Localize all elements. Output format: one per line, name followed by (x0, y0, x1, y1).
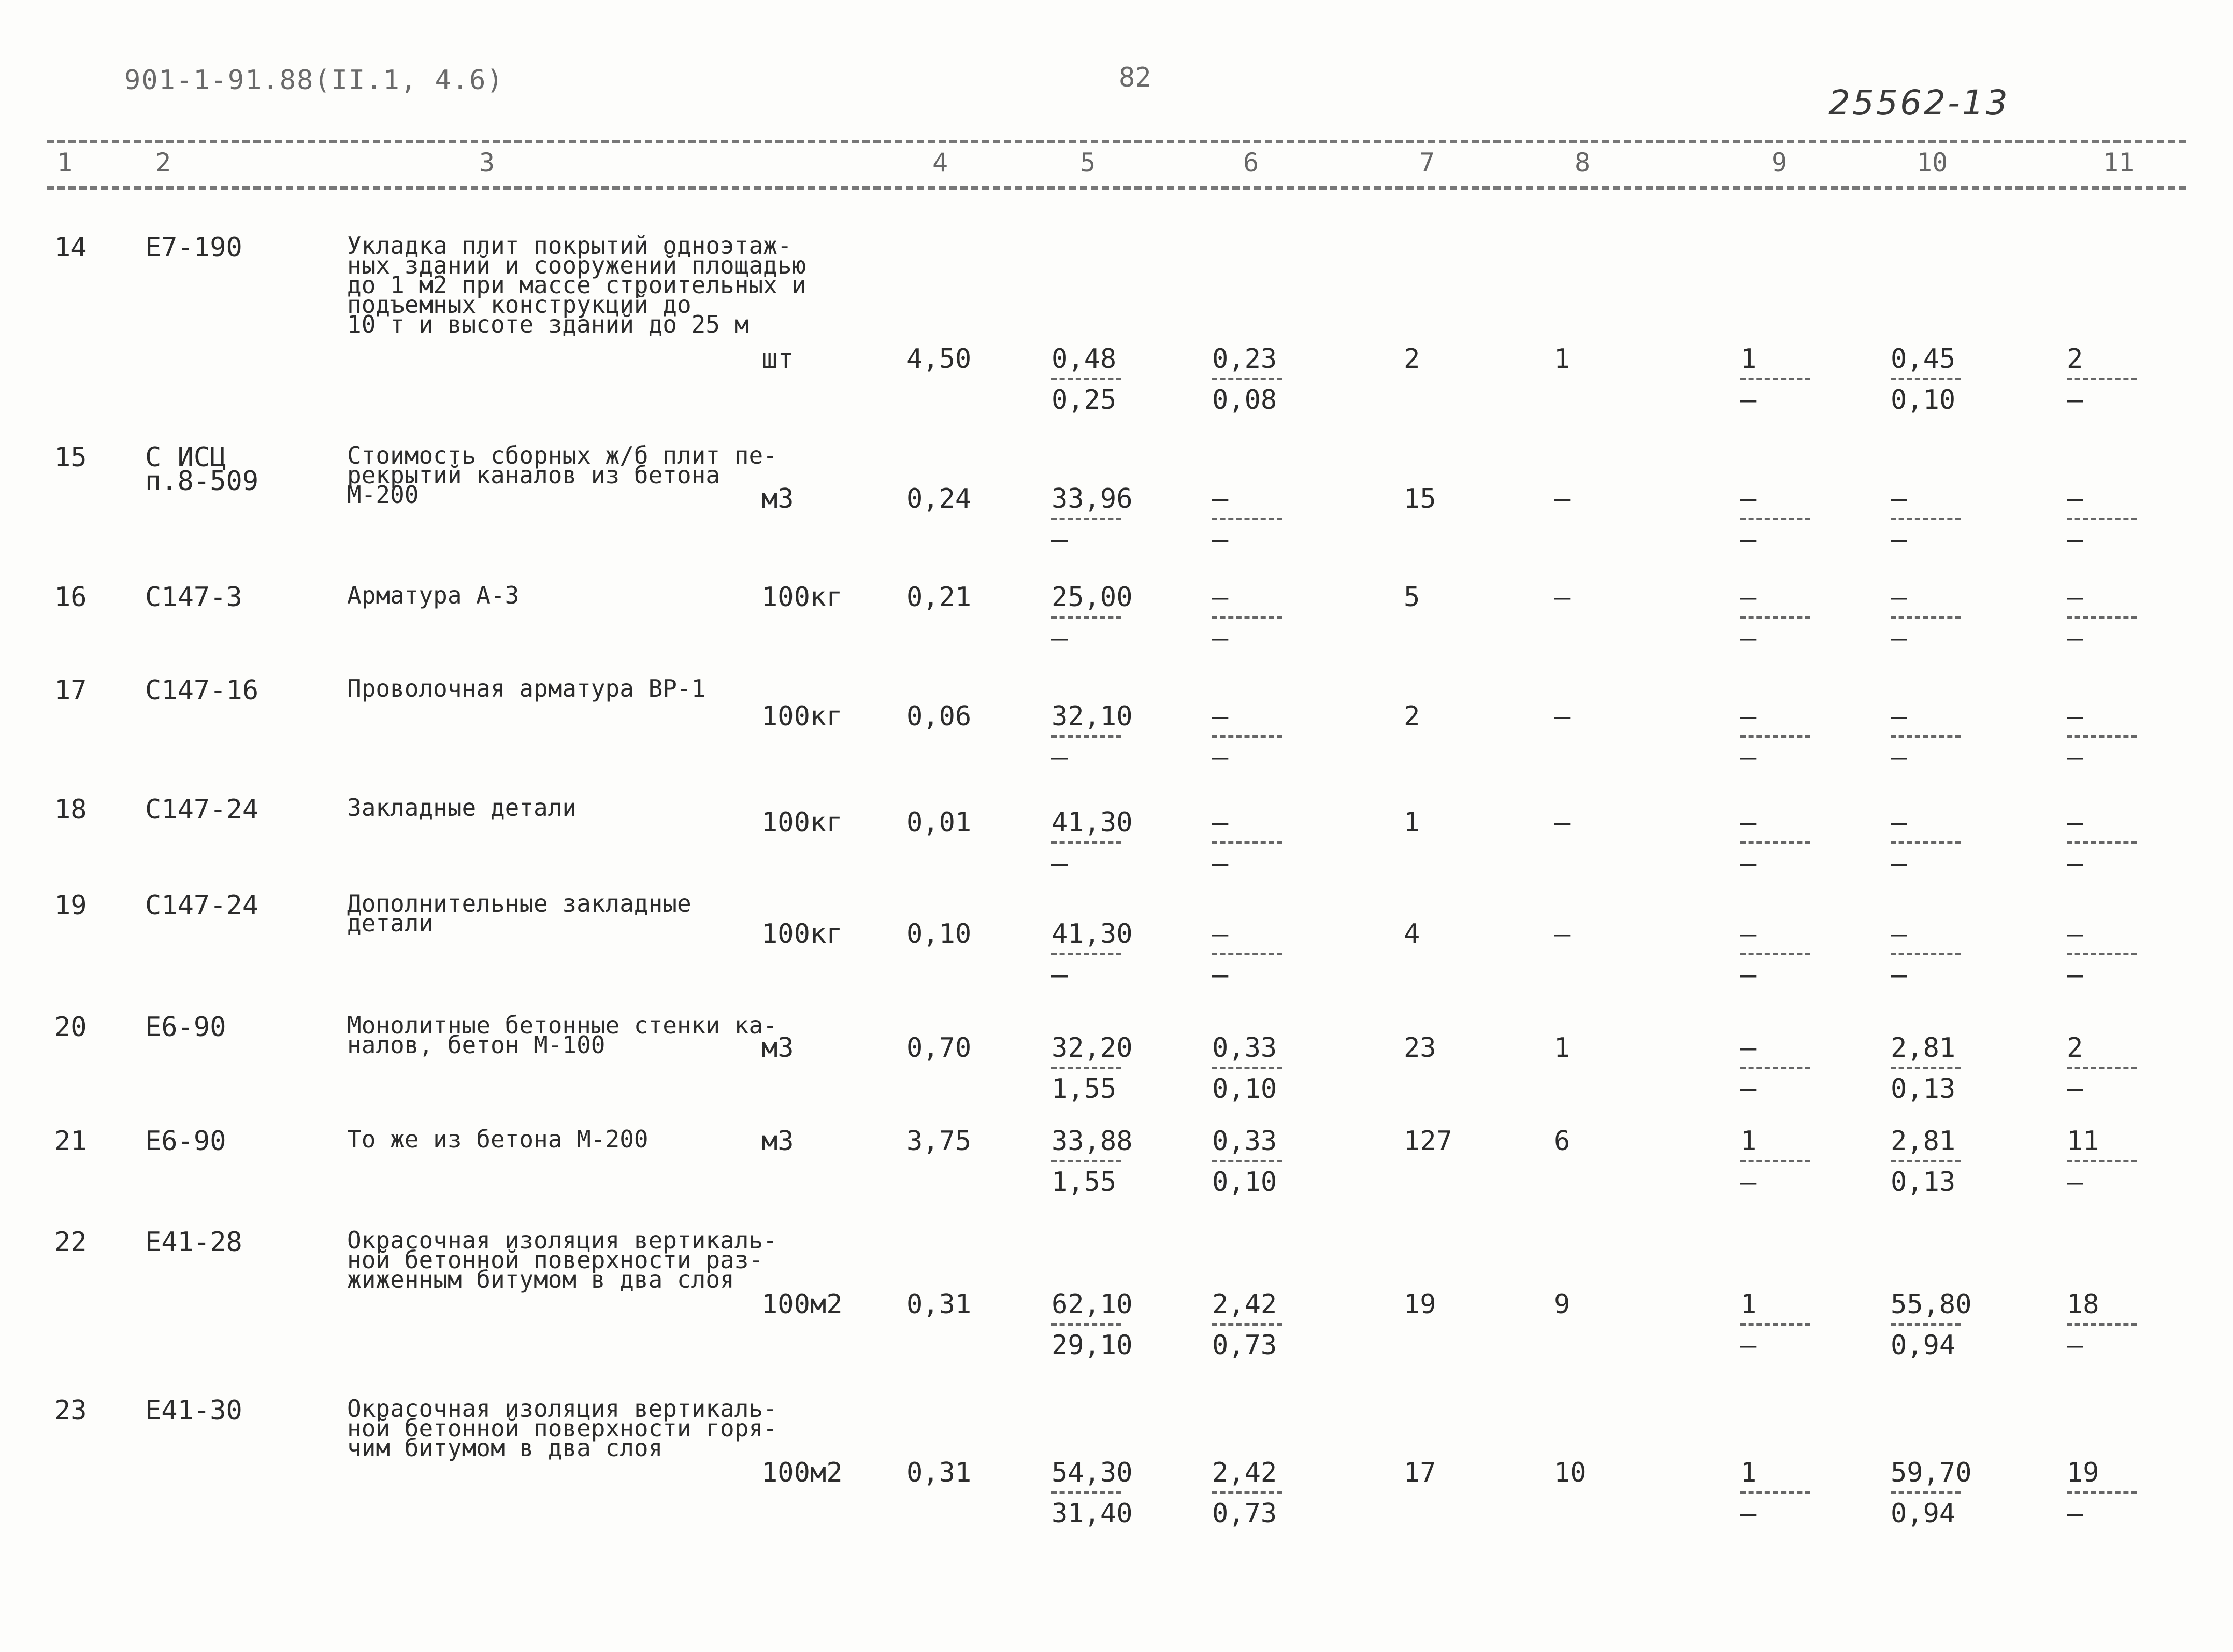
row-number: 16 (54, 582, 87, 613)
fraction-bar (2067, 735, 2137, 738)
quantity: 0,21 (906, 582, 972, 613)
fraction-bar (1051, 1067, 1121, 1069)
col10-value-numerator: 2,81 (1891, 1126, 1956, 1157)
work-description: Дополнительные закладные детали (347, 889, 691, 937)
col6-value-numerator: – (1212, 582, 1229, 613)
col9-value (1740, 702, 1810, 772)
fraction-bar (1051, 518, 1121, 520)
col10-value (1891, 1290, 1972, 1360)
fraction-bar (1051, 953, 1121, 955)
column-number: 5 (1080, 148, 1096, 178)
col11-value (2067, 484, 2137, 554)
col7-value: 19 (1404, 1289, 1436, 1320)
column-number: 2 (155, 148, 171, 178)
quantity: 0,31 (906, 1457, 972, 1488)
col9-value-denominator: – (1740, 1498, 1757, 1529)
col7-value: 5 (1404, 582, 1420, 613)
col9-value (1740, 484, 1810, 554)
fraction-bar (1891, 1491, 1961, 1494)
col6-value-numerator: 2,42 (1212, 1289, 1277, 1320)
col11-value (2067, 702, 2137, 772)
col9-value-numerator: 1 (1740, 1126, 1757, 1157)
fraction-bar (2067, 1491, 2137, 1494)
col11-value-numerator: – (2067, 918, 2083, 950)
col9-value-numerator: – (1740, 483, 1757, 514)
fraction-bar (1740, 1067, 1810, 1069)
col6-value-denominator: 0,73 (1212, 1330, 1277, 1361)
col6-value (1212, 1458, 1282, 1528)
col5-value-numerator: 62,10 (1051, 1289, 1133, 1320)
row-number: 21 (54, 1126, 87, 1157)
rate-code: С147-24 (145, 890, 259, 921)
fraction-bar (1740, 378, 1810, 380)
unit: 100кг (761, 701, 843, 732)
fraction-bar (1891, 378, 1961, 380)
work-description: Монолитные бетонные стенки ка- налов, бетон М-100 (347, 1011, 777, 1059)
fraction-bar (1212, 518, 1282, 520)
col6-value-denominator: – (1212, 848, 1229, 879)
column-number: 8 (1575, 148, 1591, 178)
fraction-bar (1740, 735, 1810, 738)
col5-value (1051, 1290, 1133, 1360)
col9-value-denominator: – (1740, 959, 1757, 990)
row-number: 18 (54, 794, 87, 825)
col10-value-denominator: 0,13 (1891, 1073, 1956, 1104)
col10-value-denominator: 0,94 (1891, 1330, 1956, 1361)
fraction-bar (1051, 841, 1121, 844)
quantity: 0,06 (906, 701, 972, 732)
col6-value (1212, 583, 1282, 653)
col5-value (1051, 1458, 1133, 1528)
fraction-bar (2067, 953, 2137, 955)
col10-value-denominator: 0,94 (1891, 1498, 1956, 1529)
col11-value-denominator: – (2067, 959, 2083, 990)
row-number: 22 (54, 1227, 87, 1258)
col5-value (1051, 702, 1133, 772)
rate-code: E7-190 (145, 232, 242, 263)
fraction-bar (1891, 953, 1961, 955)
col10-value-numerator: 0,45 (1891, 343, 1956, 375)
fraction-bar (1740, 1323, 1810, 1326)
col6-value (1212, 808, 1282, 878)
col5-value-numerator: 32,20 (1051, 1032, 1133, 1064)
col8-value: 6 (1554, 1126, 1571, 1157)
col9-value-denominator: – (1740, 1330, 1757, 1361)
col9-value-numerator: – (1740, 807, 1757, 838)
col6-value-denominator: – (1212, 524, 1229, 555)
work-description: Проволочная арматура ВР-1 (347, 674, 706, 702)
col11-value-numerator: 2 (2067, 343, 2083, 375)
fraction-bar (2067, 841, 2137, 844)
col11-value-numerator: 18 (2067, 1289, 2099, 1320)
col9-value-numerator: – (1740, 582, 1757, 613)
col5-value-denominator: – (1051, 848, 1068, 879)
fraction-bar (1891, 841, 1961, 844)
fraction-bar (2067, 1067, 2137, 1069)
col9-value (1740, 1290, 1810, 1360)
col8-value: – (1554, 918, 1571, 950)
work-description: Укладка плит покрытий одноэтаж- ных зданий и сооружений площадью до 1 м2 при массе строительных и подъемных конструкций до 10 т и высоте зданий до 25 м (347, 232, 806, 338)
fraction-bar (1051, 735, 1121, 738)
column-number: 9 (1771, 148, 1788, 178)
fraction-bar (1740, 1491, 1810, 1494)
col6-value-numerator: – (1212, 483, 1229, 514)
col7-value: 17 (1404, 1457, 1436, 1488)
col6-value-numerator: – (1212, 807, 1229, 838)
quantity: 0,31 (906, 1289, 972, 1320)
column-number: 1 (57, 148, 73, 178)
col9-value-denominator: – (1740, 1167, 1757, 1198)
col8-value: 9 (1554, 1289, 1571, 1320)
col5-value (1051, 1033, 1133, 1103)
fraction-bar (1212, 1491, 1282, 1494)
col11-value (2067, 920, 2137, 989)
col10-value-numerator: 59,70 (1891, 1457, 1972, 1488)
rate-code: С ИСЦ п.8-509 (145, 442, 259, 497)
col11-value-denominator: – (2067, 1498, 2083, 1529)
col8-value: – (1554, 582, 1571, 613)
col8-value: – (1554, 483, 1571, 514)
fraction-bar (1051, 616, 1121, 619)
fraction-bar (1212, 378, 1282, 380)
col6-value (1212, 1290, 1282, 1360)
col6-value-numerator: 2,42 (1212, 1457, 1277, 1488)
col5-value-denominator: 1,55 (1051, 1167, 1117, 1198)
quantity: 0,10 (906, 918, 972, 950)
col6-value-numerator: – (1212, 918, 1229, 950)
rate-code: С147-3 (145, 582, 242, 613)
col11-value (2067, 1458, 2137, 1528)
col10-value-denominator: – (1891, 742, 1907, 773)
row-number: 23 (54, 1395, 87, 1426)
fraction-bar (1051, 1323, 1121, 1326)
fraction-bar (1740, 1160, 1810, 1162)
col7-value: 2 (1404, 343, 1420, 375)
col9-value (1740, 1033, 1810, 1103)
col5-value-numerator: 41,30 (1051, 807, 1133, 838)
column-number: 6 (1243, 148, 1259, 178)
unit: м3 (761, 1032, 794, 1064)
row-number: 14 (54, 232, 87, 263)
col5-value-denominator: – (1051, 742, 1068, 773)
col10-value (1891, 1033, 1961, 1103)
col5-value-denominator: 31,40 (1051, 1498, 1133, 1529)
fraction-bar (1891, 518, 1961, 520)
col6-value (1212, 1127, 1282, 1197)
row-number: 15 (54, 442, 87, 473)
col7-value: 127 (1404, 1126, 1452, 1157)
col5-value (1051, 484, 1133, 554)
column-number: 7 (1419, 148, 1435, 178)
col11-value-numerator: – (2067, 807, 2083, 838)
col7-value: 15 (1404, 483, 1436, 514)
fraction-bar (1212, 1160, 1282, 1162)
col10-value-denominator: – (1891, 524, 1907, 555)
col6-value-numerator: 0,33 (1212, 1032, 1277, 1064)
col11-value-numerator: – (2067, 582, 2083, 613)
col11-value-denominator: – (2067, 524, 2083, 555)
work-description: Окрасочная изоляция вертикаль- ной бетонной поверхности раз- жиженным битумом в два слоя (347, 1226, 777, 1294)
col10-value-denominator: – (1891, 848, 1907, 879)
rate-code: Е6-90 (145, 1012, 226, 1043)
fraction-bar (1740, 841, 1810, 844)
col9-value-denominator: – (1740, 384, 1757, 415)
col6-value-denominator: – (1212, 959, 1229, 990)
col11-value (2067, 583, 2137, 653)
col5-value-denominator: – (1051, 623, 1068, 654)
col6-value-denominator: 0,73 (1212, 1498, 1277, 1529)
work-description: Арматура А-3 (347, 581, 520, 609)
col5-value-numerator: 54,30 (1051, 1457, 1133, 1488)
fraction-bar (2067, 378, 2137, 380)
col8-value: 1 (1554, 343, 1571, 375)
fraction-bar (1891, 1323, 1961, 1326)
col10-value-numerator: – (1891, 582, 1907, 613)
rate-code: Е41-30 (145, 1395, 242, 1426)
col10-value-denominator: – (1891, 959, 1907, 990)
col9-value-denominator: – (1740, 848, 1757, 879)
col9-value-denominator: – (1740, 742, 1757, 773)
col5-value-denominator: – (1051, 524, 1068, 555)
col6-value-numerator: – (1212, 701, 1229, 732)
column-number: 3 (479, 148, 495, 178)
col10-value-denominator: – (1891, 623, 1907, 654)
unit: 100кг (761, 582, 843, 613)
col9-value-numerator: 1 (1740, 343, 1757, 375)
col6-value-denominator: – (1212, 623, 1229, 654)
work-description: Закладные детали (347, 794, 577, 822)
col10-value-numerator: 55,80 (1891, 1289, 1972, 1320)
col10-value-numerator: – (1891, 807, 1907, 838)
header-rule-top (47, 140, 2186, 143)
col11-value-denominator: – (2067, 742, 2083, 773)
header-rule-bottom (47, 186, 2186, 190)
fraction-bar (1891, 1067, 1961, 1069)
fraction-bar (2067, 616, 2137, 619)
col5-value-numerator: 0,48 (1051, 343, 1117, 375)
col10-value (1891, 702, 1961, 772)
col9-value (1740, 1127, 1810, 1197)
col11-value (2067, 1290, 2137, 1360)
col11-value (2067, 1127, 2137, 1197)
fraction-bar (1891, 1160, 1961, 1162)
unit: 100кг (761, 807, 843, 838)
col11-value-numerator: 19 (2067, 1457, 2099, 1488)
col9-value (1740, 344, 1810, 414)
quantity: 4,50 (906, 343, 972, 375)
col6-value (1212, 702, 1282, 772)
unit: м3 (761, 1126, 794, 1157)
col11-value (2067, 344, 2137, 414)
column-number: 11 (2103, 148, 2135, 178)
col8-value: 10 (1554, 1457, 1587, 1488)
col5-value-numerator: 41,30 (1051, 918, 1133, 950)
col11-value (2067, 1033, 2137, 1103)
col11-value-denominator: – (2067, 623, 2083, 654)
fraction-bar (1212, 841, 1282, 844)
col9-value-denominator: – (1740, 623, 1757, 654)
col10-value (1891, 1127, 1961, 1197)
col5-value-denominator: 1,55 (1051, 1073, 1117, 1104)
fraction-bar (1891, 616, 1961, 619)
col10-value (1891, 920, 1961, 989)
quantity: 0,01 (906, 807, 972, 838)
fraction-bar (1891, 735, 1961, 738)
rate-code: С147-24 (145, 794, 259, 825)
fraction-bar (1212, 1067, 1282, 1069)
col6-value-numerator: 0,23 (1212, 343, 1277, 375)
quantity: 0,24 (906, 483, 972, 514)
unit: 100кг (761, 918, 843, 950)
col5-value-numerator: 33,88 (1051, 1126, 1133, 1157)
fraction-bar (1740, 616, 1810, 619)
fraction-bar (1212, 953, 1282, 955)
col9-value-numerator: – (1740, 1032, 1757, 1064)
column-number: 4 (932, 148, 948, 178)
fraction-bar (2067, 1160, 2137, 1162)
unit: м3 (761, 483, 794, 514)
col9-value-numerator: – (1740, 701, 1757, 732)
col9-value (1740, 808, 1810, 878)
col7-value: 1 (1404, 807, 1420, 838)
fraction-bar (1051, 1160, 1121, 1162)
col9-value-numerator: 1 (1740, 1457, 1757, 1488)
col6-value-denominator: 0,10 (1212, 1167, 1277, 1198)
work-description: То же из бетона М-200 (347, 1125, 649, 1153)
col6-value-denominator: 0,08 (1212, 384, 1277, 415)
row-number: 20 (54, 1012, 87, 1043)
column-number: 10 (1917, 148, 1948, 178)
col6-value (1212, 484, 1282, 554)
col10-value (1891, 1458, 1972, 1528)
fraction-bar (1051, 1491, 1121, 1494)
col5-value-denominator: 0,25 (1051, 384, 1117, 415)
col10-value-numerator: – (1891, 701, 1907, 732)
col10-value-numerator: 2,81 (1891, 1032, 1956, 1064)
col11-value-numerator: 11 (2067, 1126, 2099, 1157)
fraction-bar (1740, 518, 1810, 520)
col9-value-numerator: – (1740, 918, 1757, 950)
col8-value: – (1554, 701, 1571, 732)
unit: 100м2 (761, 1457, 843, 1488)
col10-value (1891, 484, 1961, 554)
col6-value (1212, 920, 1282, 989)
fraction-bar (1051, 378, 1121, 380)
col11-value-numerator: – (2067, 483, 2083, 514)
col5-value (1051, 920, 1133, 989)
col7-value: 23 (1404, 1032, 1436, 1064)
col9-value (1740, 920, 1810, 989)
fraction-bar (1212, 616, 1282, 619)
col10-value-numerator: – (1891, 483, 1907, 514)
col8-value: 1 (1554, 1032, 1571, 1064)
fraction-bar (1212, 1323, 1282, 1326)
col7-value: 4 (1404, 918, 1420, 950)
col5-value (1051, 344, 1121, 414)
col11-value-denominator: – (2067, 848, 2083, 879)
col5-value-denominator: – (1051, 959, 1068, 990)
col6-value-numerator: 0,33 (1212, 1126, 1277, 1157)
col5-value-numerator: 25,00 (1051, 582, 1133, 613)
row-number: 19 (54, 890, 87, 921)
col6-value (1212, 1033, 1282, 1103)
col7-value: 2 (1404, 701, 1420, 732)
col9-value-denominator: – (1740, 524, 1757, 555)
col5-value (1051, 808, 1133, 878)
quantity: 0,70 (906, 1032, 972, 1064)
fraction-bar (1740, 953, 1810, 955)
rate-code: С147-16 (145, 675, 259, 706)
col10-value-denominator: 0,10 (1891, 384, 1956, 415)
quantity: 3,75 (906, 1126, 972, 1157)
fraction-bar (2067, 518, 2137, 520)
row-number: 17 (54, 675, 87, 706)
rate-code: Е41-28 (145, 1227, 242, 1258)
col5-value (1051, 1127, 1133, 1197)
col11-value-denominator: – (2067, 384, 2083, 415)
unit: шт (761, 343, 794, 375)
unit: 100м2 (761, 1289, 843, 1320)
col8-value: – (1554, 807, 1571, 838)
col10-value (1891, 344, 1961, 414)
work-description: Стоимость сборных ж/б плит пе- рекрытий каналов из бетона М-200 (347, 441, 777, 509)
fraction-bar (2067, 1323, 2137, 1326)
col11-value-denominator: – (2067, 1073, 2083, 1104)
col9-value-denominator: – (1740, 1073, 1757, 1104)
sheet-reference: 25562-13 (1828, 83, 2010, 123)
col9-value (1740, 1458, 1810, 1528)
document-code: 901-1-91.88(II.1, 4.6) (124, 65, 504, 96)
col11-value-denominator: – (2067, 1167, 2083, 1198)
work-description: Окрасочная изоляция вертикаль- ной бетонной поверхности горя- чим битумом в два слоя (347, 1395, 777, 1462)
col10-value (1891, 808, 1961, 878)
col11-value (2067, 808, 2137, 878)
col6-value-denominator: 0,10 (1212, 1073, 1277, 1104)
col11-value-numerator: – (2067, 701, 2083, 732)
col10-value-denominator: 0,13 (1891, 1167, 1956, 1198)
col5-value-numerator: 33,96 (1051, 483, 1133, 514)
col6-value-denominator: – (1212, 742, 1229, 773)
col10-value-numerator: – (1891, 918, 1907, 950)
col5-value (1051, 583, 1133, 653)
col11-value-numerator: 2 (2067, 1032, 2083, 1064)
fraction-bar (1212, 735, 1282, 738)
col6-value (1212, 344, 1282, 414)
col11-value-denominator: – (2067, 1330, 2083, 1361)
col9-value-numerator: 1 (1740, 1289, 1757, 1320)
col5-value-numerator: 32,10 (1051, 701, 1133, 732)
page-number: 82 (1119, 62, 1151, 93)
col5-value-denominator: 29,10 (1051, 1330, 1133, 1361)
col10-value (1891, 583, 1961, 653)
col9-value (1740, 583, 1810, 653)
rate-code: Е6-90 (145, 1126, 226, 1157)
